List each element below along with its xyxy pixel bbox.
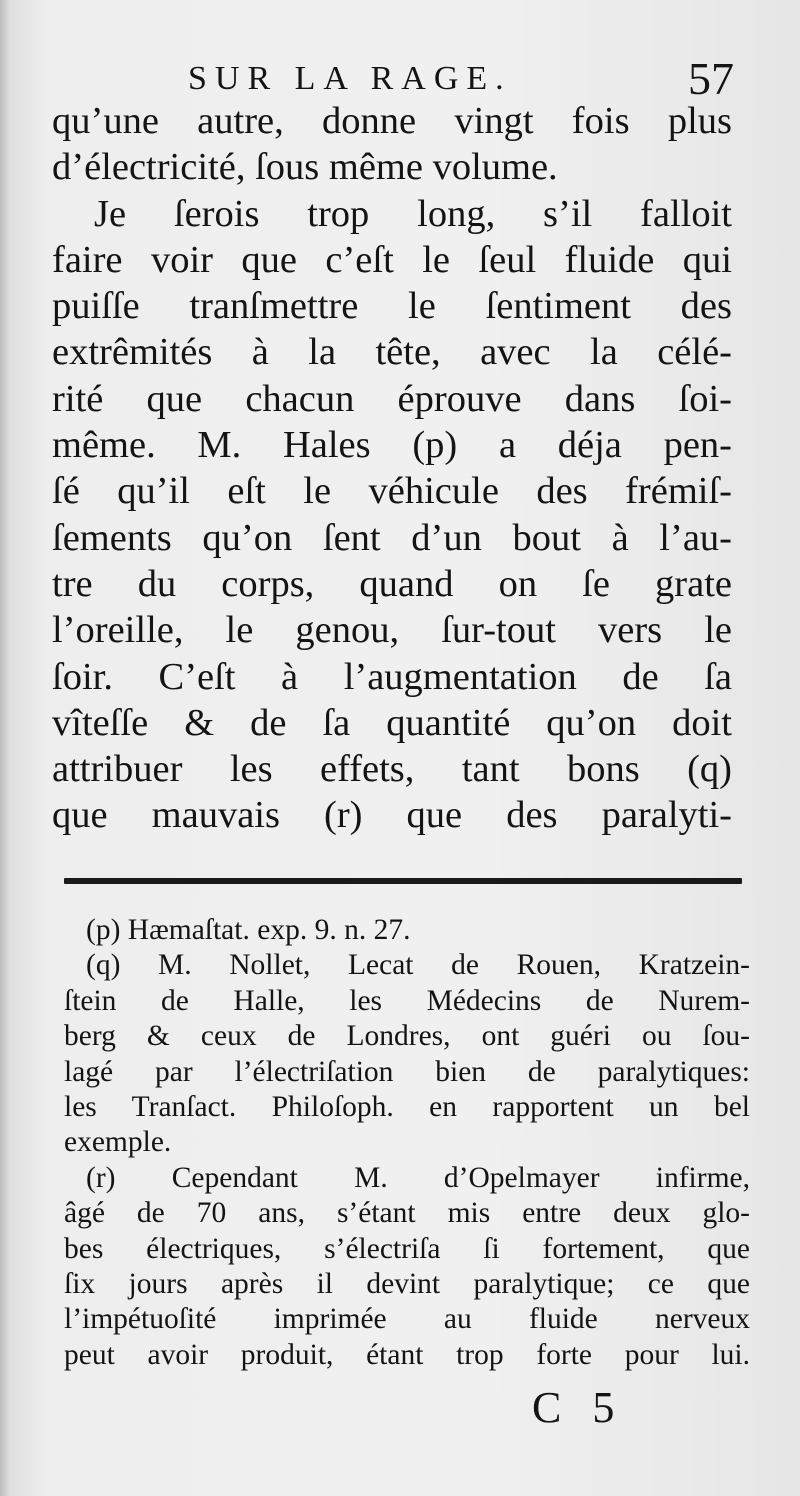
running-head: SUR LA RAGE. [188, 60, 512, 97]
body-line: faire voir que c’eſt le ſeul fluide qui [52, 238, 732, 281]
footnote-line: l’impétuoſité imprimée au fluide nerveux [64, 1303, 750, 1336]
body-line: l’oreille, le genou, ſur-tout vers le [52, 609, 732, 652]
footnote-rule [64, 878, 742, 884]
footnote-line: lagé par l’électriſation bien de paralytiques: [64, 1055, 750, 1088]
footnote-line: ſtein de Halle, les Médecins de Nurem- [64, 984, 750, 1017]
body-line: tre du corps, quand on ſe grate [52, 562, 732, 605]
body-line: ſé qu’il eſt le véhicule des frémiſ- [52, 470, 732, 513]
footnote-line: (r) Cependant M. d’Opelmayer infirme, [86, 1161, 750, 1194]
footnote-line: ſix jours après il devint paralytique; ce que [64, 1267, 750, 1300]
body-line: d’électricité, ſous même volume. [52, 146, 558, 189]
footnotes [64, 913, 750, 1373]
body-line: qu’une autre, donne vingt fois plus [52, 100, 732, 142]
footnote-line: (q) M. Nollet, Lecat de Rouen, Kratzein- [86, 949, 750, 982]
body-line: vîteſſe & de ſa quantité qu’on doit [52, 701, 732, 744]
page-number: 57 [688, 53, 734, 104]
footnote-line: âgé de 70 ans, s’étant mis entre deux glo- [64, 1197, 750, 1230]
body-line: que mauvais (r) que des paralyti- [52, 794, 732, 837]
body-line: puiſſe tranſmettre le ſentiment des [52, 285, 732, 328]
page-edge-shadow [0, 0, 10, 1496]
footnote-line: les Tranſact. Philoſoph. en rapportent un bel [64, 1090, 750, 1123]
body-line: rité que chacun éprouve dans ſoi- [52, 377, 732, 420]
footnote-line: exemple. [64, 1126, 172, 1159]
main-text [52, 98, 732, 839]
body-line: ſements qu’on ſent d’un bout à l’au- [52, 516, 732, 559]
body-line: Je ſerois trop long, s’il falloit [94, 192, 732, 235]
footnote-line: peut avoir produit, étant trop forte pour lui. [64, 1338, 750, 1371]
footnote-line: bes électriques, s’électriſa ſi fortement, que [64, 1232, 750, 1265]
body-line: attribuer les effets, tant bons (q) [52, 748, 732, 791]
footnote-line: berg & ceux de Londres, ont guéri ou ſou- [64, 1020, 750, 1053]
signature-mark: C 5 [532, 1383, 625, 1432]
body-line: extrêmités à la tête, avec la célé- [52, 331, 732, 374]
body-line: même. M. Hales (p) a déja pen- [52, 424, 732, 467]
footnote-line: (p) Hæmaſtat. exp. 9. n. 27. [86, 914, 411, 946]
body-line: ſoir. C’eſt à l’augmentation de ſa [52, 655, 732, 698]
